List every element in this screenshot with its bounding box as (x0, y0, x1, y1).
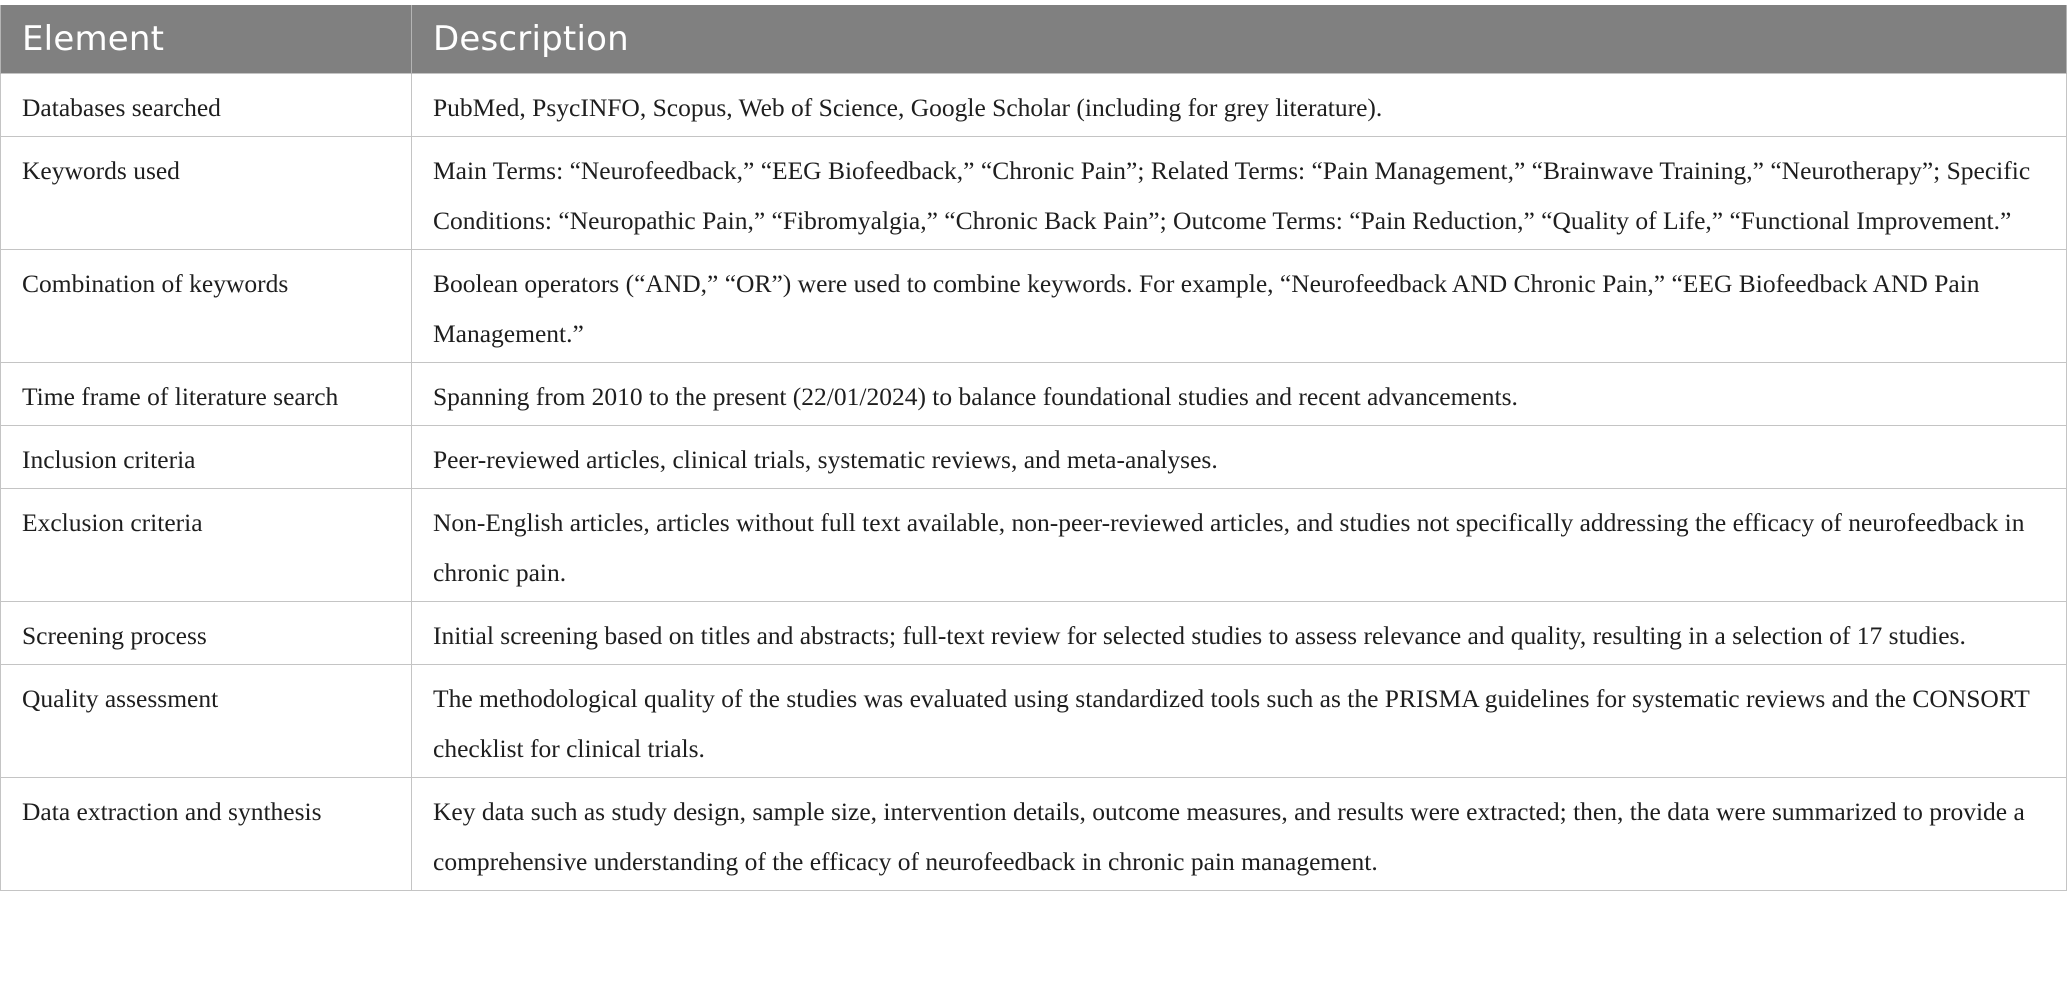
row-description-cell: Peer-reviewed articles, clinical trials, systematic reviews, and meta-analyses. (412, 426, 2067, 489)
header-row (1, 5, 2067, 74)
header-element: Element (1, 5, 412, 74)
row-description-cell: Spanning from 2010 to the present (22/01/2024) to balance foundational studies and recent advancements. (412, 363, 2067, 426)
table-row (1, 363, 2067, 426)
row-element-cell: Quality assessment (1, 665, 412, 778)
row-description-cell: Initial screening based on titles and abstracts; full-text review for selected studies to assess relevance and quality, resulting in a selection of 17 studies. (412, 602, 2067, 665)
row-element-cell: Screening process (1, 602, 412, 665)
row-description-cell: Non-English articles, articles without full text available, non-peer-reviewed articles, and studies not specifically addressing the efficacy of neurofeedback in chronic pain. (412, 489, 2067, 602)
row-element-cell: Inclusion criteria (1, 426, 412, 489)
row-description-cell: Main Terms: “Neurofeedback,” “EEG Biofeedback,” “Chronic Pain”; Related Terms: “Pain Management,” “Brainwave Training,” “Neurotherapy”; Specific Conditions: “Neuropathic Pain,” “Fibromyalgia,” “Chronic Back Pain”; Outcome Terms: “Pain Reduction,” “Quality of Life,” “Functional Improvement.” (412, 137, 2067, 250)
table-row (1, 602, 2067, 665)
row-element-cell: Keywords used (1, 137, 412, 250)
row-element-cell: Exclusion criteria (1, 489, 412, 602)
row-element-cell: Combination of keywords (1, 250, 412, 363)
search-strategy-table (0, 5, 2067, 891)
table-body (1, 74, 2067, 891)
table-row (1, 250, 2067, 363)
table-row (1, 778, 2067, 891)
row-description-cell: Key data such as study design, sample size, intervention details, outcome measures, and results were extracted; then, the data were summarized to provide a comprehensive understanding of the efficacy of neurofeedback in chronic pain management. (412, 778, 2067, 891)
table-row (1, 665, 2067, 778)
header-description: Description (412, 5, 2067, 74)
search-strategy-table-container (0, 5, 2066, 891)
table-row (1, 74, 2067, 137)
table-header (1, 5, 2067, 74)
row-description-cell: The methodological quality of the studies was evaluated using standardized tools such as the PRISMA guidelines for systematic reviews and the CONSORT checklist for clinical trials. (412, 665, 2067, 778)
row-element-cell: Databases searched (1, 74, 412, 137)
row-description-cell: PubMed, PsycINFO, Scopus, Web of Science, Google Scholar (including for grey literature). (412, 74, 2067, 137)
table-row (1, 426, 2067, 489)
table-row (1, 489, 2067, 602)
row-description-cell: Boolean operators (“AND,” “OR”) were used to combine keywords. For example, “Neurofeedback AND Chronic Pain,” “EEG Biofeedback AND Pain Management.” (412, 250, 2067, 363)
table-row (1, 137, 2067, 250)
row-element-cell: Time frame of literature search (1, 363, 412, 426)
row-element-cell: Data extraction and synthesis (1, 778, 412, 891)
